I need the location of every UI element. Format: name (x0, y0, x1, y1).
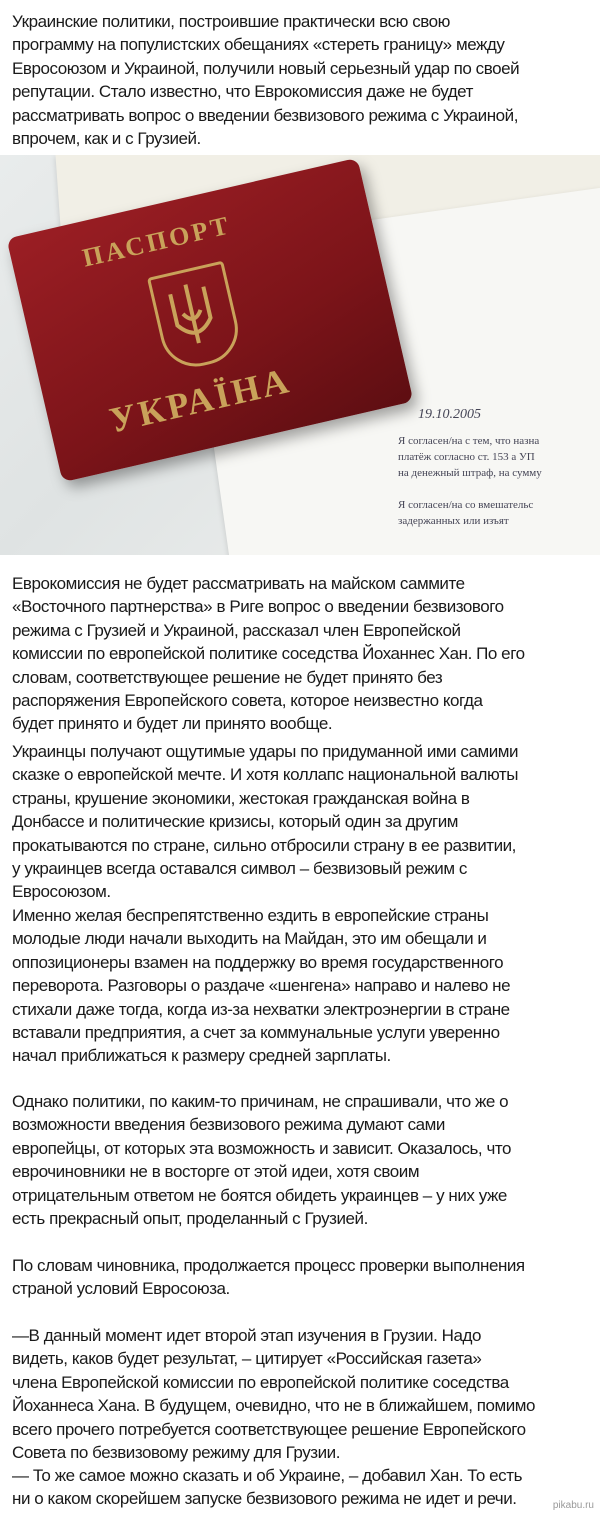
text-line: переворота. Разговоры о раздаче «шенгена» направо и налево не (12, 976, 511, 996)
text-line: прокатываются по стране, сильно отбросили страну в ее развитии, (12, 835, 516, 855)
text-line: распоряжения Европейского совета, которое неизвестно когда (12, 690, 483, 710)
passport-country: УКРАЇНА (105, 359, 295, 441)
text-line: есть прекрасный опыт, проделанный с Грузией. (12, 1208, 368, 1228)
text-line: члена Европейской комиссии по европейской политике соседства (12, 1372, 509, 1392)
form-text: Я согласен/на с тем, что назна платёж согласно ст. 153 а УП на денежный штраф, на сумму Я согласен/на со вмешательс задержанных или изъят (398, 435, 542, 527)
paragraph (12, 572, 594, 736)
text-line: Однако политики, по каким-то причинам, не спрашивали, что же о (12, 1092, 509, 1111)
paragraph (12, 740, 594, 904)
text-line: —В данный момент идет второй этап изучения в Грузии. Надо (12, 1326, 481, 1345)
text-line: По словам чиновника, продолжается процесс проверки выполнения (12, 1256, 525, 1275)
text-line: европейцы, от которых эта возможность и зависит. Оказалось, что (12, 1138, 512, 1158)
text-line: страной условий Евросоюза. (12, 1279, 230, 1299)
text-line: еврочиновники не в восторге от этой идеи, хотя своим (12, 1162, 420, 1182)
text-line: отрицательным ответом не боятся обидеть украинцев – у них уже (12, 1185, 507, 1205)
trident-emblem-icon (147, 261, 245, 374)
text-line: Евросоюзом и Украиной, получили новый серьезный удар по своей (12, 58, 520, 78)
text-line: комиссии по европейской политике соседства Йоханнес Хан. По его (12, 644, 525, 664)
text-line: рассматривать вопрос о введении безвизового режима с Украиной, (12, 105, 518, 125)
text-line: словам, соответствующее решение не будет принято без (12, 667, 443, 687)
text-line: вставали предприятия, а счет за коммунальные услуги уверенно (12, 1022, 500, 1042)
text-line: репутации. Стало известно, что Еврокомиссия даже не будет (12, 82, 473, 102)
intro-paragraph (12, 10, 594, 150)
text-line: оппозиционеры взамен на поддержку во время государственного (12, 952, 504, 972)
paragraph (12, 904, 594, 1068)
text-line: всего прочего потребуется соответствующее решение Европейского (12, 1419, 526, 1439)
text-line: страны, крушение экономики, жестокая гражданская война в (12, 788, 470, 808)
text-line: Еврокомиссия не будет рассматривать на майском саммите (12, 574, 465, 593)
text-line: программу на популистских обещаниях «стереть границу» между (12, 35, 505, 55)
text-line: Донбассе и политические кризисы, который один за другим (12, 812, 459, 832)
text-line: возможности введения безвизового режима думают сами (12, 1115, 445, 1135)
text-line: начал приближаться к размеру средней зарплаты. (12, 1046, 391, 1066)
text-line: сказке о европейской мечте. И хотя коллапс национальной валюты (12, 765, 519, 785)
text-line: Совета по безвизовому режиму для Грузии. (12, 1442, 341, 1462)
text-line: — То же самое можно сказать и об Украине, – добавил Хан. То есть (12, 1466, 522, 1485)
text-line: Йоханнеса Хана. В будущем, очевидно, что не в ближайшем, помимо (12, 1396, 536, 1416)
text-line: видеть, каков будет результат, – цитирует «Российская газета» (12, 1349, 482, 1369)
paragraph (12, 1464, 594, 1511)
paragraph (12, 1090, 594, 1230)
text-line: Именно желая беспрепятственно ездить в европейские страны (12, 906, 489, 925)
text-line: молодые люди начали выходить на Майдан, это им обещали и (12, 929, 487, 949)
text-line: Украинцы получают ощутимые удары по придуманной ими самими (12, 742, 519, 761)
text-line: Евросоюзом. (12, 882, 111, 902)
paragraph (12, 1324, 594, 1464)
text-line: будет принято и будет ли принято вообще. (12, 714, 333, 734)
text-line: у украинцев всегда оставался символ – безвизовый режим с (12, 858, 467, 878)
text-line: стихали даже тогда, когда из-за нехватки электроэнергии в стране (12, 999, 510, 1019)
form-date: 19.10.2005 (418, 407, 481, 422)
passport-title: ПАСПОРТ (79, 210, 234, 273)
pikabu-watermark: pikabu.ru (552, 1500, 594, 1511)
text-line: ни о каком скорейшем запуске безвизового режима не идет и речи. (12, 1489, 517, 1509)
text-line: Украинские политики, построившие практически всю свою (12, 12, 450, 31)
text-line: впрочем, как и с Грузией. (12, 128, 201, 148)
text-line: режима с Грузией и Украиной, рассказал член Европейской (12, 620, 461, 640)
text-line: «Восточного партнерства» в Риге вопрос о введении безвизового (12, 597, 504, 617)
passport-photo (0, 155, 600, 555)
paragraph (12, 1254, 594, 1301)
